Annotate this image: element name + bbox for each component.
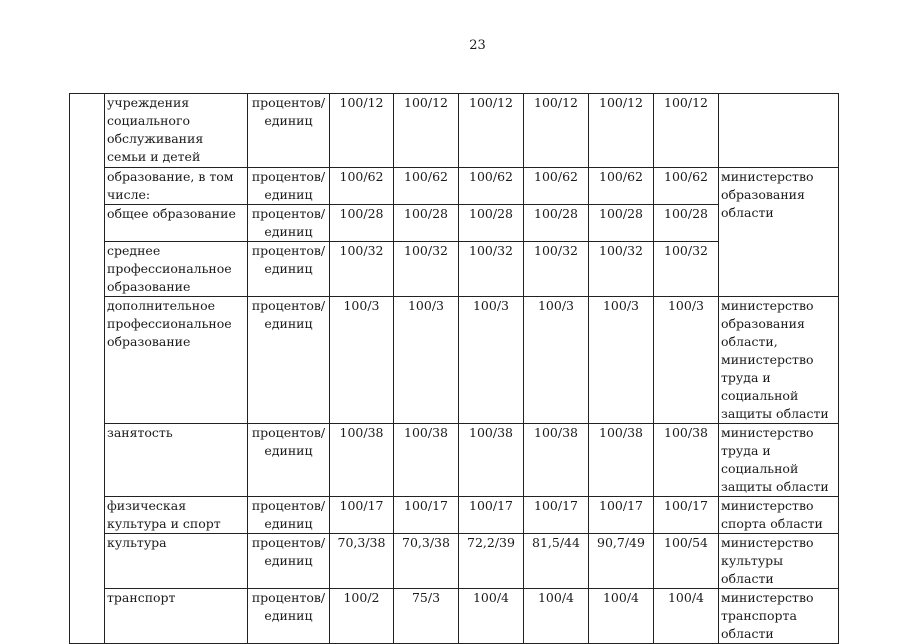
row-name: занятость bbox=[105, 424, 248, 497]
value-cell: 100/17 bbox=[524, 497, 589, 534]
table-row bbox=[70, 424, 839, 497]
unit-cell: процентов/ единиц bbox=[248, 168, 330, 205]
table-row bbox=[70, 297, 839, 424]
value-cell: 100/3 bbox=[589, 297, 654, 424]
unit-cell: процентов/ единиц bbox=[248, 589, 330, 644]
unit-cell: процентов/ единиц bbox=[248, 534, 330, 589]
value-cell: 81,5/44 bbox=[524, 534, 589, 589]
value-cell: 100/12 bbox=[589, 94, 654, 168]
value-cell: 100/32 bbox=[394, 242, 459, 297]
value-cell: 100/28 bbox=[524, 205, 589, 242]
value-cell: 100/4 bbox=[589, 589, 654, 644]
value-cell: 100/38 bbox=[394, 424, 459, 497]
agency-cell: министерство образования области, министерство труда и социальной защиты области bbox=[719, 297, 839, 424]
value-cell: 72,2/39 bbox=[459, 534, 524, 589]
row-name: общее образование bbox=[105, 205, 248, 242]
value-cell: 100/12 bbox=[654, 94, 719, 168]
row-name: культура bbox=[105, 534, 248, 589]
row-name: физическая культура и спорт bbox=[105, 497, 248, 534]
unit-cell: процентов/ единиц bbox=[248, 497, 330, 534]
value-cell: 100/3 bbox=[330, 297, 394, 424]
value-cell: 100/54 bbox=[654, 534, 719, 589]
value-cell: 100/32 bbox=[654, 242, 719, 297]
unit-cell: процентов/ единиц bbox=[248, 242, 330, 297]
value-cell: 100/62 bbox=[654, 168, 719, 205]
value-cell: 100/17 bbox=[459, 497, 524, 534]
agency-cell: министерство спорта области bbox=[719, 497, 839, 534]
value-cell: 100/62 bbox=[524, 168, 589, 205]
value-cell: 100/2 bbox=[330, 589, 394, 644]
value-cell: 100/17 bbox=[654, 497, 719, 534]
value-cell: 100/12 bbox=[330, 94, 394, 168]
value-cell: 100/4 bbox=[654, 589, 719, 644]
unit-cell: процентов/ единиц bbox=[248, 297, 330, 424]
value-cell: 100/38 bbox=[459, 424, 524, 497]
value-cell: 100/3 bbox=[524, 297, 589, 424]
unit-cell: процентов/ единиц bbox=[248, 424, 330, 497]
row-name: дополнительное профессиональное образование bbox=[105, 297, 248, 424]
value-cell: 100/28 bbox=[394, 205, 459, 242]
value-cell: 100/38 bbox=[330, 424, 394, 497]
value-cell: 100/12 bbox=[524, 94, 589, 168]
agency-cell: министерство образования области bbox=[719, 168, 839, 297]
unit-cell: процентов/ единиц bbox=[248, 94, 330, 168]
table-row bbox=[70, 589, 839, 644]
value-cell: 100/32 bbox=[330, 242, 394, 297]
row-name: образование, в том числе: bbox=[105, 168, 248, 205]
value-cell: 100/62 bbox=[459, 168, 524, 205]
value-cell: 70,3/38 bbox=[330, 534, 394, 589]
value-cell: 75/3 bbox=[394, 589, 459, 644]
row-name: учреждения социального обслуживания семьи и детей bbox=[105, 94, 248, 168]
value-cell: 100/38 bbox=[654, 424, 719, 497]
agency-cell bbox=[719, 94, 839, 168]
value-cell: 100/17 bbox=[394, 497, 459, 534]
value-cell: 100/62 bbox=[589, 168, 654, 205]
agency-cell: министерство транспорта области bbox=[719, 589, 839, 644]
data-table bbox=[69, 93, 839, 644]
value-cell: 100/32 bbox=[589, 242, 654, 297]
agency-cell: министерство труда и социальной защиты области bbox=[719, 424, 839, 497]
row-name: транспорт bbox=[105, 589, 248, 644]
value-cell: 100/17 bbox=[589, 497, 654, 534]
gutter-cell bbox=[70, 94, 105, 644]
value-cell: 100/28 bbox=[459, 205, 524, 242]
value-cell: 100/62 bbox=[394, 168, 459, 205]
value-cell: 100/32 bbox=[459, 242, 524, 297]
value-cell: 100/3 bbox=[654, 297, 719, 424]
table-row bbox=[70, 497, 839, 534]
table-row bbox=[70, 534, 839, 589]
agency-cell: министерство культуры области bbox=[719, 534, 839, 589]
value-cell: 100/4 bbox=[459, 589, 524, 644]
value-cell: 100/28 bbox=[589, 205, 654, 242]
value-cell: 100/38 bbox=[589, 424, 654, 497]
value-cell: 100/62 bbox=[330, 168, 394, 205]
value-cell: 100/3 bbox=[459, 297, 524, 424]
value-cell: 100/3 bbox=[394, 297, 459, 424]
unit-cell: процентов/ единиц bbox=[248, 205, 330, 242]
value-cell: 100/28 bbox=[330, 205, 394, 242]
value-cell: 100/38 bbox=[524, 424, 589, 497]
value-cell: 100/4 bbox=[524, 589, 589, 644]
value-cell: 100/32 bbox=[524, 242, 589, 297]
table-row bbox=[70, 168, 839, 205]
table-row bbox=[70, 94, 839, 168]
value-cell: 70,3/38 bbox=[394, 534, 459, 589]
value-cell: 90,7/49 bbox=[589, 534, 654, 589]
page-number: 23 bbox=[469, 38, 486, 53]
value-cell: 100/12 bbox=[394, 94, 459, 168]
value-cell: 100/28 bbox=[654, 205, 719, 242]
row-name: среднее профессиональное образование bbox=[105, 242, 248, 297]
value-cell: 100/17 bbox=[330, 497, 394, 534]
value-cell: 100/12 bbox=[459, 94, 524, 168]
